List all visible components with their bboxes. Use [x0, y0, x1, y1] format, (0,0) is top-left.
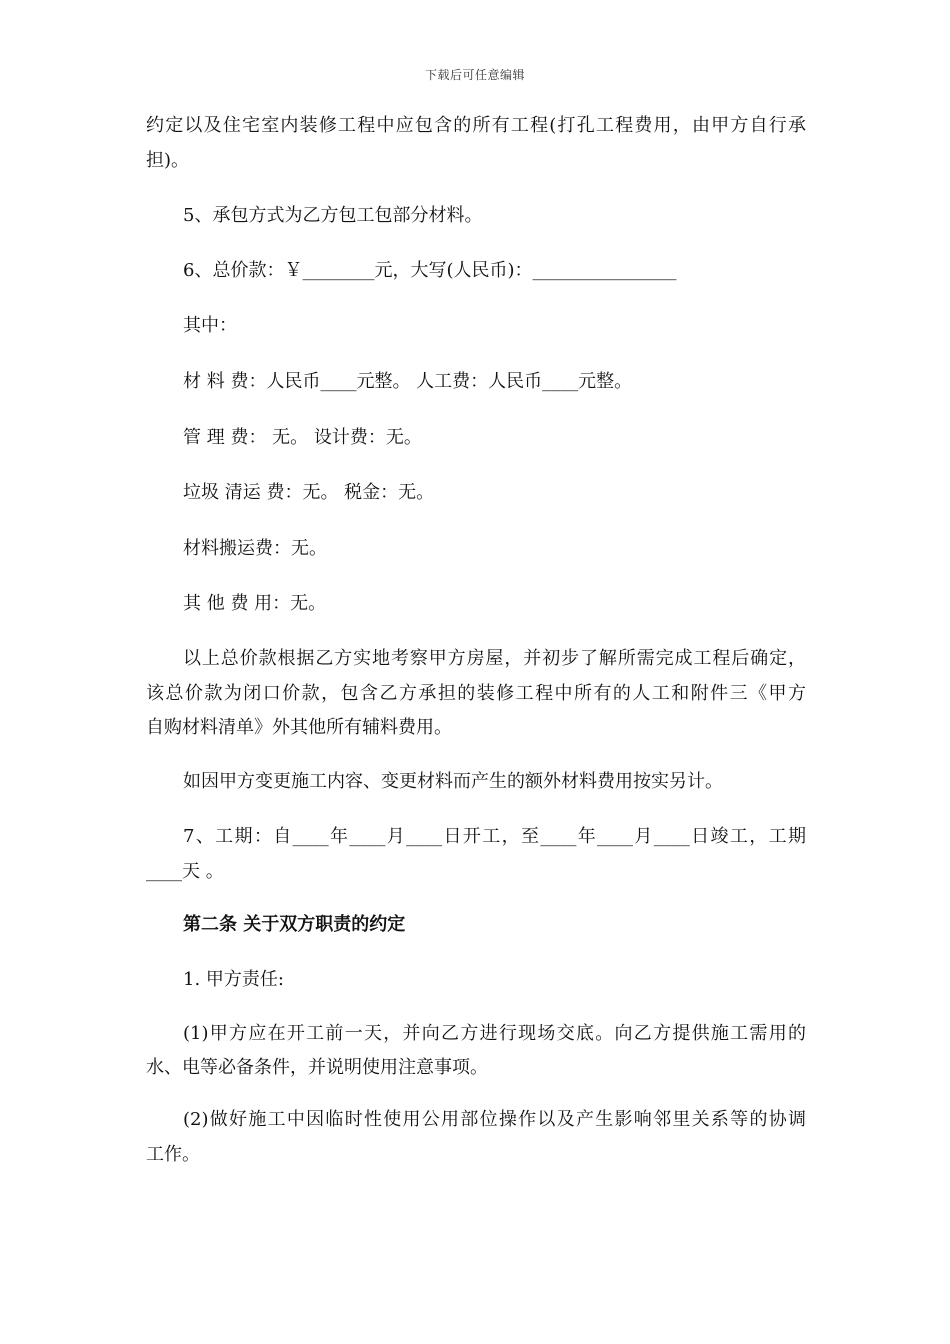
paragraph-line: 水、电等必备条件，并说明使用注意事项。 — [146, 1057, 488, 1078]
paragraph-line: (2)做好施工中因临时性使用公用部位操作以及产生影响邻里关系等的协调 — [183, 1109, 806, 1130]
paragraph-line: 自购材料清单》外其他所有辅料费用。 — [146, 717, 452, 738]
paragraph: 5、承包方式为乙方包工包部分材料。 — [183, 205, 483, 226]
fee-line: 材 料 费：人民币____元整。 人工费：人民币____元整。 — [183, 371, 633, 392]
paragraph-line: 担)。 — [146, 150, 190, 171]
paragraph-line: (1)甲方应在开工前一天，并向乙方进行现场交底。向乙方提供施工需用的 — [183, 1023, 806, 1044]
paragraph: 其中： — [183, 315, 237, 336]
paragraph: 如因甲方变更施工内容、变更材料而产生的额外材料费用按实另计。 — [183, 771, 723, 792]
paragraph-line: 该总价款为闭口价款，包含乙方承担的装修工程中所有的人工和附件三《甲方 — [146, 683, 806, 704]
section-heading: 第二条 关于双方职责的约定 — [183, 914, 406, 935]
paragraph: 6、总价款：￥________元，大写(人民币)：________________ — [183, 260, 677, 281]
fee-line: 垃圾 清运 费：无。 税金：无。 — [183, 482, 435, 503]
paragraph-line: 以上总价款根据乙方实地考察甲方房屋，并初步了解所需完成工程后确定， — [183, 648, 806, 669]
paragraph-line: 工作。 — [146, 1144, 200, 1165]
fee-line: 其 他 费 用：无。 — [183, 593, 327, 614]
page-header: 下载后可任意编辑 — [424, 68, 525, 82]
paragraph-line: 7、工期：自____年____月____日开工，至____年____月____日竣工，工期 — [183, 826, 806, 847]
paragraph: 1. 甲方责任: — [183, 969, 284, 990]
paragraph-line: ____天 。 — [146, 861, 224, 882]
paragraph-line: 约定以及住宅室内装修工程中应包含的所有工程(打孔工程费用，由甲方自行承 — [146, 115, 806, 136]
fee-line: 管 理 费： 无。 设计费：无。 — [183, 427, 422, 448]
fee-line: 材料搬运费：无。 — [183, 538, 327, 559]
